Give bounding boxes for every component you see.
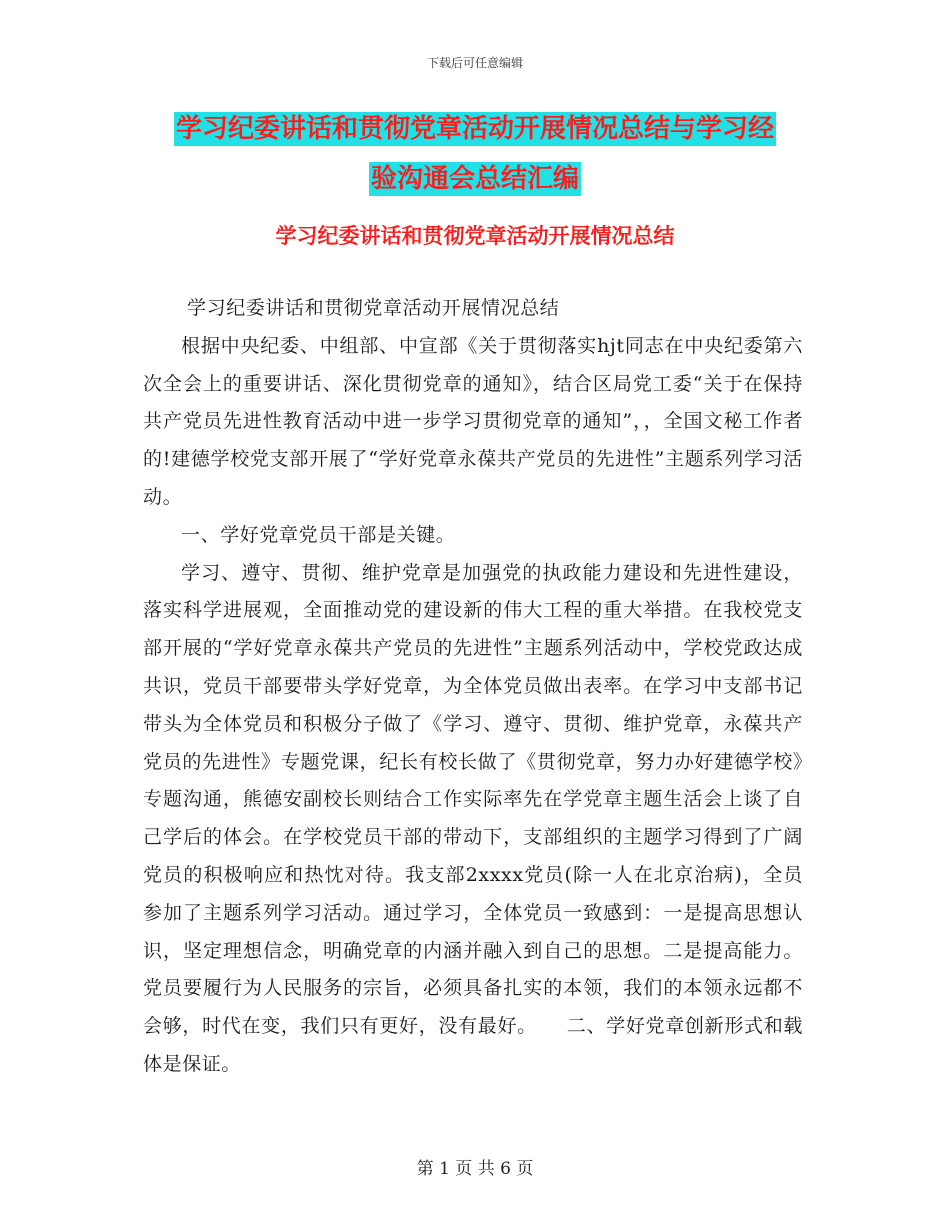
body-paragraph-heading: 学习纪委讲话和贯彻党章活动开展情况总结: [187, 297, 560, 319]
page-footer: 第 1 页 共 6 页: [416, 1159, 534, 1179]
body-paragraph: 根据中央纪委、中组部、中宣部《关于贯彻落实hjt同志在中央纪委第六次全会上的重要讲话、深化贯彻党章的通知》，结合区局党工委“关于在保持共产党员先进性教育活动中进一步学习贯彻党章的通知”，，全国文秘工作者的!建德学校党支部开展了“学好党章永葆共产党员的先进性”主题系列学习活动。: [143, 334, 803, 508]
document-title-line-2: 验沟通会总结汇编: [370, 164, 579, 194]
document-body: [143, 290, 803, 1084]
document-title-line-1: 学习纪委讲话和贯彻党章活动开展情况总结与学习经: [175, 114, 774, 144]
body-paragraph: 学习、遵守、贯彻、维护党章是加强党的执政能力建设和先进性建设，落实科学进展观，全面推动党的建设新的伟大工程的重大举措。在我校党支部开展的“学好党章永葆共产党员的先进性”主题系列活动中，学校党政达成共识，党员干部要带头学好党章，为全体党员做出表率。在学习中支部书记带头为全体党员和积极分子做了《学习、遵守、贯彻、维护党章，永葆共产党员的先进性》专题党课，纪长有校长做了《贯彻党章，努力办好建德学校》专题沟通，熊德安副校长则结合工作实际率先在学党章主题生活会上谈了自己学后的体会。在学校党员干部的带动下，支部组织的主题学习得到了广阔党员的积极响应和热忱对待。我支部2xxxx党员(除一人在北京治病)，全员参加了主题系列学习活动。通过学习，全体党员一致感到：一是提高思想认识，坚定理想信念，明确党章的内涵并融入到自己的思想。二是提高能力。党员要履行为人民服务的宗旨，必须具备扎实的本领，我们的本领永远都不会够，时代在变，我们只有更好，没有最好。 二、学好党章创新形式和载体是保证。: [143, 561, 803, 1075]
body-paragraph-section-heading: 一、学好党章党员干部是关键。: [181, 523, 456, 546]
document-title: [140, 104, 810, 204]
section-title: 学习纪委讲话和贯彻党章活动开展情况总结: [275, 224, 675, 248]
page-header-note: 下载后可任意编辑: [426, 56, 523, 70]
